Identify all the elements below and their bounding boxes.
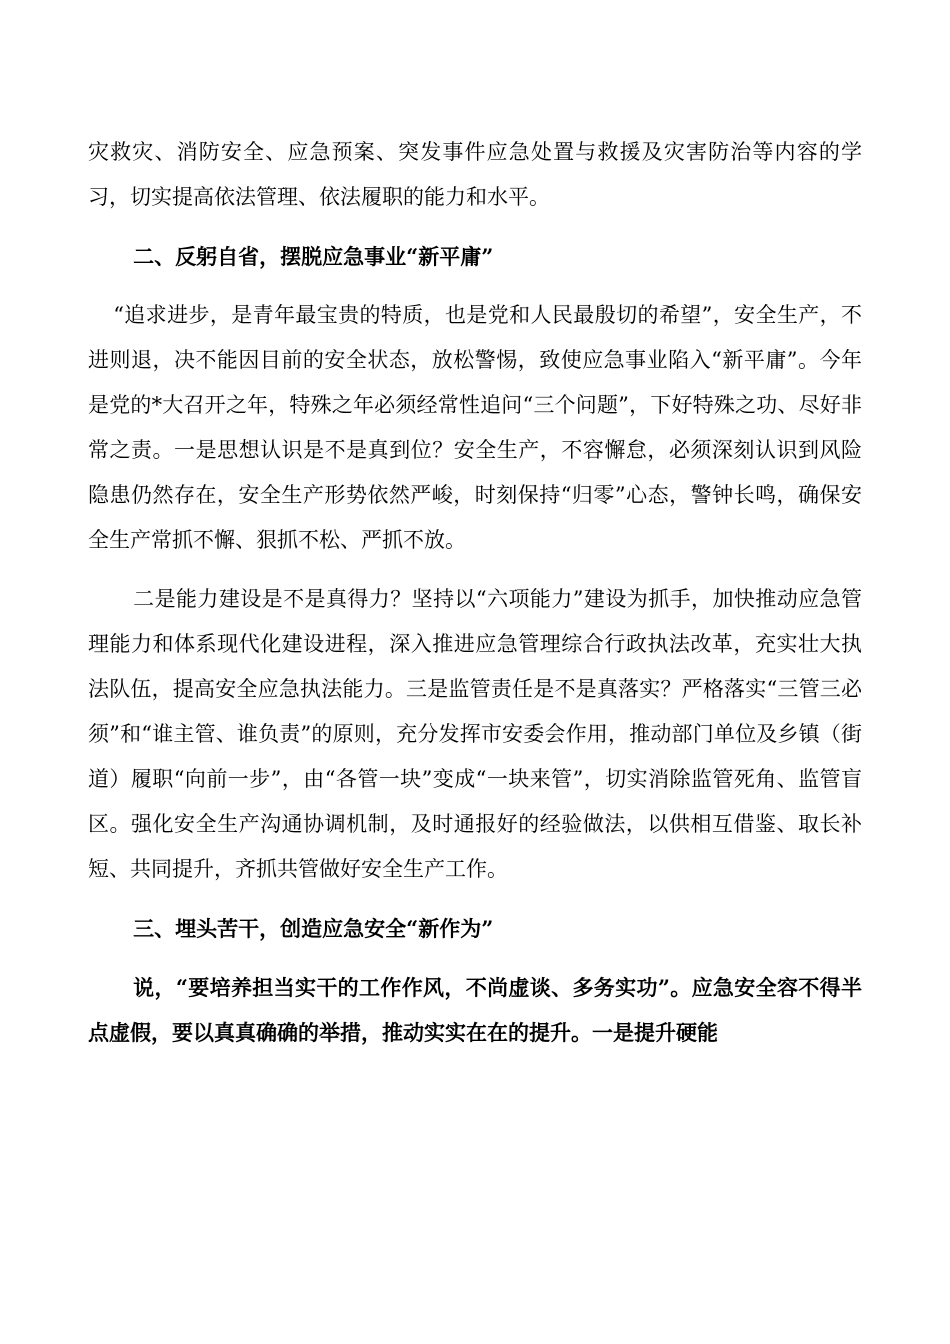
paragraph-section-three-body: 说，“要培养担当实干的工作作风，不尚虚谈、多务实功”。应急安全容不得半点虚假，要以真真确确的举措，推动实实在在的提升。一是提升硬能 (88, 975, 862, 1045)
paragraph-capability-building: 二是能力建设是不是真得力？坚持以“六项能力”建设为抓手，加快推动应急管理能力和体系现代化建设进程，深入推进应急管理综合行政执法改革，充实壮大执法队伍，提高安全应急执法能力。三是监管责任是不是真落实？严格落实“三管三必须”和“谁主管、谁负责”的原则，充分发挥市安委会作用，推动部门单位及乡镇（街道）履职“向前一步”，由“各管一块”变成“一块来管”，切实消除监管死角、监管盲区。强化安全生产沟通协调机制，及时通报好的经验做法，以供相互借鉴、取长补短、共同提升，齐抓共管做好安全生产工作。 (88, 587, 862, 881)
paragraph-section-two-body: “追求进步，是青年最宝贵的特质，也是党和人民最殷切的希望”，安全生产，不进则退，决不能因目前的安全状态，放松警惕，致使应急事业陷入“新平庸”。今年是党的*大召开之年，特殊之年必须经常性追问“三个问题”，下好特殊之功、尽好非常之责。一是思想认识是不是真到位？安全生产，不容懈怠，必须深刻认识到风险隐患仍然存在，安全生产形势依然严峻，时刻保持“归零”心态，警钟长鸣，确保安全生产常抓不懈、狠抓不松、严抓不放。 (88, 303, 862, 552)
document-page (88, 130, 862, 1055)
section-heading-two: 二、反躬自省，摆脱应急事业“新平庸” (133, 244, 494, 269)
section-heading-three: 三、埋头苦干，创造应急安全“新作为” (133, 916, 494, 941)
paragraph-continuation: 灾救灾、消防安全、应急预案、突发事件应急处置与救援及灾害防治等内容的学习，切实提高依法管理、依法履职的能力和水平。 (88, 140, 862, 209)
